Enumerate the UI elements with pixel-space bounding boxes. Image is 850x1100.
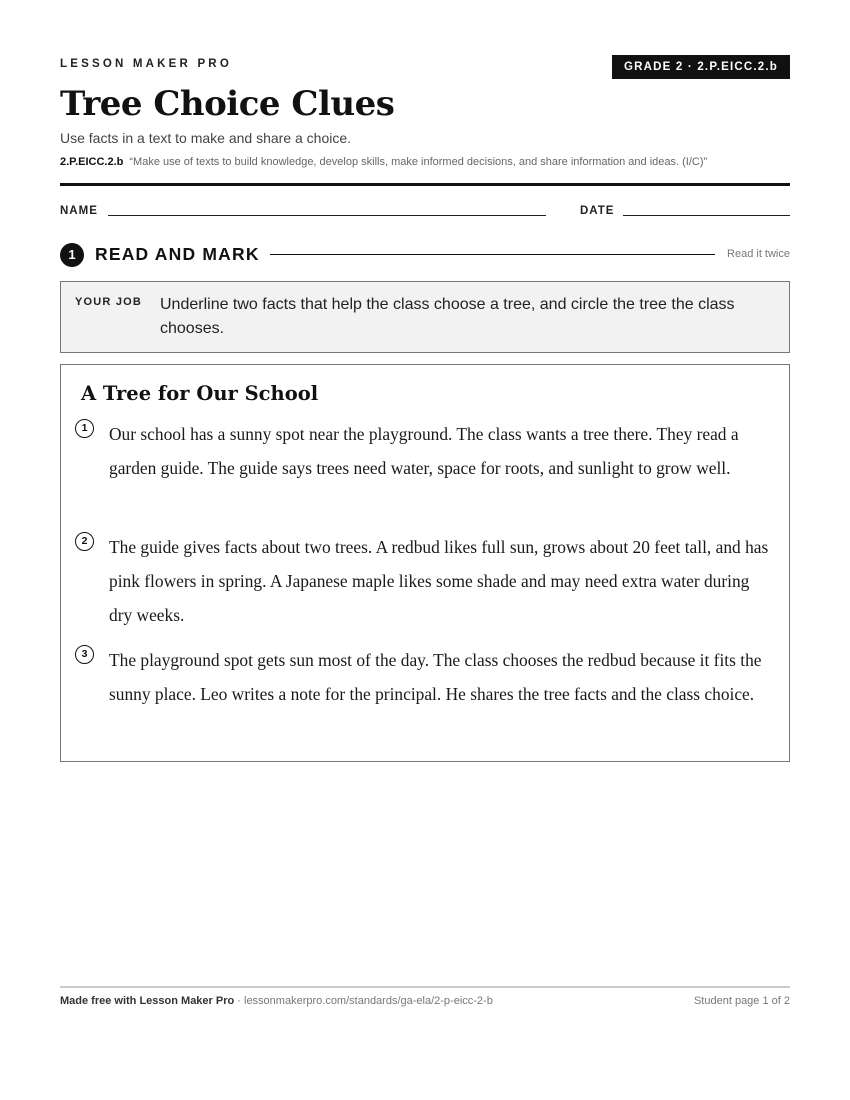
- footer-credit: [60, 995, 493, 1007]
- paragraph-text: Our school has a sunny spot near the playground. The class wants a tree there. They read a garden guide. The guide says trees need water, space for roots, and sunlight to grow well.: [109, 424, 739, 478]
- header-divider: [60, 183, 790, 186]
- job-instructions: Underline two facts that help the class choose a tree, and circle the tree the class chooses.: [160, 296, 735, 337]
- paragraph-text: The playground spot gets sun most of the day. The class chooses the redbud because it fits the sunny place. Leo writes a note for the principal. He shares the tree facts and the class choice.: [109, 650, 762, 704]
- job-label: YOUR JOB: [75, 296, 143, 308]
- grade-badge: GRADE 2 · 2.P.EICC.2.b: [612, 55, 790, 79]
- passage-title: A Tree for Our School: [81, 382, 319, 405]
- page-title: Tree Choice Clues: [60, 84, 395, 124]
- paragraph-number: 2: [75, 532, 94, 551]
- paragraph-number: 3: [75, 645, 94, 664]
- footer-divider: [60, 986, 790, 988]
- page-indicator: Student page 1 of 2: [693, 995, 790, 1007]
- footer-made-with: Made free with Lesson Maker Pro: [60, 995, 235, 1007]
- page-subtitle: Use facts in a text to make and share a choice.: [60, 130, 352, 146]
- paragraph-text: The guide gives facts about two trees. A redbud likes full sun, grows about 20 feet tall, and has pink flowers in spring. A Japanese maple likes some shade and may need extra water during dry weeks.: [109, 537, 769, 625]
- standard-text: “Make use of texts to build knowledge, develop skills, make informed decisions, and share information and ideas. (I/C)”: [129, 156, 708, 168]
- brand-name: LESSON MAKER PRO: [60, 58, 232, 70]
- standard-code: 2.P.EICC.2.b: [60, 156, 124, 168]
- job-box: [60, 281, 790, 353]
- section-note: Read it twice: [727, 248, 790, 260]
- footer-url[interactable]: lessonmakerpro.com/standards/ga-ela/2-p-eicc-2-b: [244, 995, 493, 1007]
- section-number-badge: 1: [60, 243, 84, 267]
- reading-passage: [60, 364, 790, 762]
- paragraph-number: 1: [75, 419, 94, 438]
- section-divider: [270, 254, 715, 255]
- date-field[interactable]: [623, 215, 790, 216]
- section-header: [60, 242, 790, 266]
- name-date-row: [60, 203, 790, 219]
- section-title: READ AND MARK: [95, 244, 260, 264]
- name-label: NAME: [60, 205, 98, 217]
- standard-line: [60, 156, 707, 168]
- footer-separator: ·: [234, 995, 244, 1007]
- date-label: DATE: [580, 205, 615, 217]
- name-field[interactable]: [108, 215, 546, 216]
